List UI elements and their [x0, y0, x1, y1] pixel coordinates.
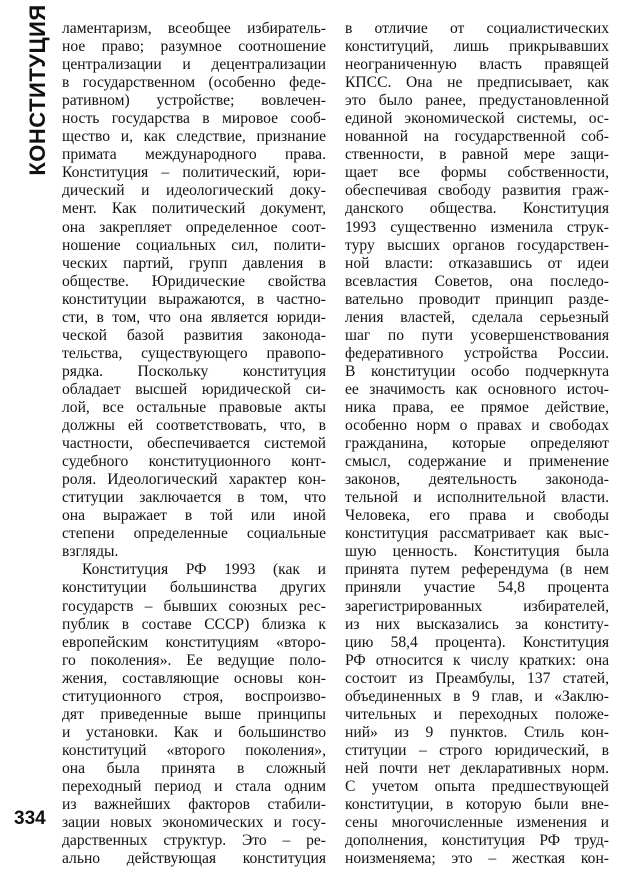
text-line: состоит из Преамбулы, 137 статей,: [345, 669, 609, 687]
text-line: централизации и децентрализации: [62, 56, 326, 74]
text-line: она выражает в той или иной: [62, 507, 326, 525]
left-text-column: [62, 20, 326, 868]
text-line: ческой базой развития законода-: [62, 326, 326, 344]
text-line: ника права, ее прямое действие,: [345, 398, 609, 416]
text-line: ственности, в равной мере защи-: [345, 146, 609, 164]
text-line: смысл, содержание и применение: [345, 453, 609, 471]
text-line: С учетом опыта предшествующей: [345, 777, 609, 795]
text-line: частности, обеспечивается системой: [62, 435, 326, 453]
text-line: судебного конституционного конт-: [62, 453, 326, 471]
text-line: ламентаризм, всеобщее избиратель-: [62, 20, 326, 37]
text-line: из важнейших факторов стабили-: [62, 796, 326, 814]
text-line: РФ относится к числу кратких: она: [345, 651, 609, 669]
text-line: зации новых экономических и госу-: [62, 814, 326, 832]
text-line: степени определенные социальные: [62, 525, 326, 543]
text-line: ней почти нет декларативных норм.: [345, 759, 609, 777]
text-line: шую ценность. Конституция была: [345, 543, 609, 561]
text-line: шаг по пути усовершенствования: [345, 326, 609, 344]
text-line: дят приведенные выше принципы: [62, 705, 326, 723]
section-title: КОНСТИТУЦИЯ: [25, 4, 50, 176]
text-line: особенно норм о правах и свободах: [345, 417, 609, 435]
text-line: конституции большинства других: [62, 579, 326, 597]
text-line: дарственных структур. Это – ре-: [62, 832, 326, 850]
text-line: ношение социальных сил, полити-: [62, 236, 326, 254]
text-line: жения, составляющие основы кон-: [62, 669, 326, 687]
text-line: ний» из 9 пунктов. Стиль кон-: [345, 723, 609, 741]
text-line: роля. Идеологический характер кон-: [62, 471, 326, 489]
text-line: федеративного устройства России.: [345, 344, 609, 362]
text-line: ческих партий, групп давления в: [62, 254, 326, 272]
text-line: конституции выражаются, в частно-: [62, 290, 326, 308]
text-line: примата международного права.: [62, 146, 326, 164]
text-line: обществе. Юридические свойства: [62, 272, 326, 290]
text-line: конституций «второго поколения»,: [62, 741, 326, 759]
text-line: чительных и переходных положе-: [345, 705, 609, 723]
text-line: щает все формы собственности,: [345, 164, 609, 182]
text-line: ее значимость как основного источ-: [345, 380, 609, 398]
text-line: ституции заключается в том, что: [62, 489, 326, 507]
text-line: лой, все остальные правовые акты: [62, 398, 326, 416]
text-line: объединенных в 9 глав, и «Заклю-: [345, 687, 609, 705]
text-line: должны ей соответствовать, что, в: [62, 417, 326, 435]
page-number: 334: [14, 808, 46, 829]
text-line: ное право; разумное соотношение: [62, 38, 326, 56]
text-line: Конституция РФ 1993 (как и: [82, 561, 326, 579]
text-line: нованной на государственной соб-: [345, 128, 609, 146]
text-line: в отличие от социалистических: [345, 20, 609, 37]
text-line: обладает высшей юридической си-: [62, 380, 326, 398]
text-line: вательно проводит принцип разде-: [345, 290, 609, 308]
text-line: конституция рассматривает как выс-: [345, 525, 609, 543]
text-line: рядка. Поскольку конституция: [62, 362, 326, 380]
text-line: переходный период и стала одним: [62, 777, 326, 795]
text-line: дополнения, конституция РФ труд-: [345, 832, 609, 850]
text-line: ноизменяема; это – жесткая кон-: [345, 850, 609, 868]
text-line: ративном) устройстве; вовлечен-: [62, 92, 326, 110]
text-line: всевластия Советов, она последо-: [345, 272, 609, 290]
text-line: и установки. Как и большинство: [62, 723, 326, 741]
text-line: дический и идеологический доку-: [62, 182, 326, 200]
text-line: гражданина, которые определяют: [345, 435, 609, 453]
text-line: неограниченную власть правящей: [345, 56, 609, 74]
text-line: европейским конституциям «второ-: [62, 633, 326, 651]
text-line: туру высших органов государствен-: [345, 236, 609, 254]
text-line: Человека, его права и свободы: [345, 507, 609, 525]
text-line: из них высказались за конститу-: [345, 615, 609, 633]
text-line: единой экономической системы, ос-: [345, 110, 609, 128]
text-line: 1993 существенно изменила струк-: [345, 218, 609, 236]
text-line: ально действующая конституция: [62, 850, 326, 868]
text-line: приняли участие 54,8 процента: [345, 579, 609, 597]
text-line: мент. Как политический документ,: [62, 200, 326, 218]
text-line: публик в составе СССР) близка к: [62, 615, 326, 633]
text-line: конституции, в которую были вне-: [345, 796, 609, 814]
text-line: конституций, лишь прикрывавших: [345, 38, 609, 56]
text-line: КПСС. Она не предписывает, как: [345, 74, 609, 92]
text-line: го поколения». Ее ведущие поло-: [62, 651, 326, 669]
text-line: обеспечивая свободу развития граж-: [345, 182, 609, 200]
text-line: сены многочисленные изменения и: [345, 814, 609, 832]
text-line: зарегистрированных избирателей,: [345, 597, 609, 615]
text-line: щество и, как следствие, признание: [62, 128, 326, 146]
text-line: ления властей, сделала серьезный: [345, 308, 609, 326]
right-text-column: [345, 20, 609, 868]
text-line: В конституции особо подчеркнута: [345, 362, 609, 380]
text-line: цию 58,4 процента). Конституция: [345, 633, 609, 651]
text-line: она была принята в сложный: [62, 759, 326, 777]
text-line: ституции – строго юридический, в: [345, 741, 609, 759]
text-line: тельства, существующего правопо-: [62, 344, 326, 362]
text-line: тельной и исполнительной власти.: [345, 489, 609, 507]
text-line: взгляды.: [62, 543, 119, 561]
text-line: ституционного строя, воспроизво-: [62, 687, 326, 705]
text-line: ность государства в мировое сооб-: [62, 110, 326, 128]
text-line: это было ранее, предустановленной: [345, 92, 609, 110]
text-line: данского общества. Конституция: [345, 200, 609, 218]
text-line: принята путем референдума (в нем: [345, 561, 609, 579]
text-line: ной власти: отказавшись от идеи: [345, 254, 609, 272]
text-line: она закрепляет определенное соот-: [62, 218, 326, 236]
text-line: сти, в том, что она является юриди-: [62, 308, 326, 326]
text-line: законов, деятельность законода-: [345, 471, 609, 489]
text-line: в государственном (особенно феде-: [62, 74, 326, 92]
text-line: государств – бывших союзных рес-: [62, 597, 326, 615]
text-line: Конституция – политический, юри-: [62, 164, 326, 182]
